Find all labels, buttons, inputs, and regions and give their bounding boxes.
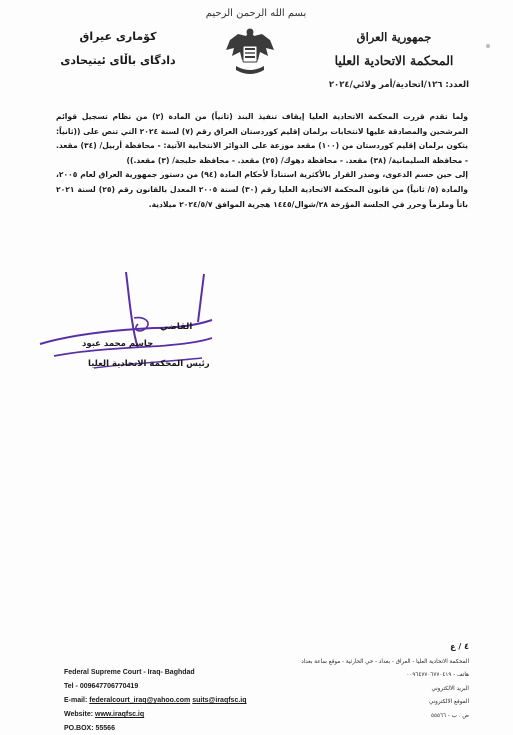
margin-dot	[486, 44, 490, 48]
decision-paragraph-2: إلى حين حسم الدعوى، وصدر القرار بالأكثرية استناداً لأحكام المادة (٩٤) من دستور جمهورية العراق لعام ٢٠٠٥، والمادة (٥/ ثانياً) من قانون المحكمة الاتحادية العليا رقم (٣٠) لسنة ٢٠٠٥ المعدل بالقانون رقم (٢٥) لسنة ٢٠٢١ باتاً وملزماً وحرر في الجلسة المؤرخة ٢٨/شوال/١٤٤٥ هجرية الموافق ٢٠٢٤/٥/٧ ميلادية.	[56, 170, 469, 209]
header-arabic	[319, 30, 469, 68]
header-kurdish	[58, 30, 178, 67]
website-link[interactable]: www.iraqfsc.iq	[95, 711, 145, 718]
decision-paragraph-1: ولما تقدم قررت المحكمة الاتحادية العليا إيقاف تنفيذ البند (ثانياً) من المادة (٢) من نظام تسجيل قوائم المرشحين والمصادقة عليها لانتخابات برلمان إقليم كوردستان العراق رقم (٧) لسنة ٢٠٢٤ التي تنص على ((ثانياً: يتكون برلمان إقليم كوردستان من (١٠٠) مقعد موزعة على الدوائر الانتخابية الآتية: - محافظة أربيل/ (٣٤) مقعد. - محافظة السليمانية/ (٣٨) مقعد. - محافظة دهوك/ (٢٥) مقعد. - محافظة حلبجة/ (٣) مقعد.))	[56, 112, 469, 165]
footer-phone: Tel - 009647706770419	[64, 683, 139, 690]
decision-text	[56, 110, 468, 212]
footer-address: Federal Supreme Court - Iraq- Baghdad	[64, 669, 195, 676]
page-code: ٤ / ع	[450, 642, 469, 651]
footer-email-row	[64, 694, 247, 708]
court-name-arabic: المحكمة الاتحادية العليا	[334, 53, 454, 68]
basmala: بسم الله الرحمن الرحيم	[205, 8, 307, 19]
footer-website-row	[64, 708, 247, 722]
judge-role: رئيس المحكمة الاتحادية العليا	[88, 359, 210, 369]
email-link-1[interactable]: federalcourt_iraq@yahoo.com	[89, 697, 191, 704]
footer-ar-pobox: ص . ب - ٥٥٥٦٦	[431, 712, 469, 719]
footer-ar-phone: هاتف - ٠٠٩٦٤٧٧٠٦٧٧٠٤١٩	[406, 672, 469, 679]
court-name-kurdish: دادگای باڵای ئیتیحادی	[60, 54, 176, 67]
footer-english	[64, 666, 247, 735]
footer-ar-address: المحكمة الاتحادية العليا - العراق - بغداد - حي الحارثية - موقع ساعة بغداد	[301, 659, 469, 665]
footer-pobox: PO.BOX: 55566	[64, 725, 115, 732]
email-label: E-mail:	[64, 697, 88, 704]
email-link-2[interactable]: suits@iraqfsc.iq	[192, 697, 247, 704]
website-label: Website:	[64, 711, 94, 718]
reference-number: العدد: ١٢٦/اتحادية/أمر ولائي/٢٠٢٤	[328, 80, 469, 90]
footer-ar-email: البريد الالكتروني	[431, 685, 469, 692]
country-name-arabic: جمهورية العراق	[356, 30, 432, 44]
footer-arabic	[264, 656, 469, 723]
judge-title: القاضي	[160, 322, 193, 332]
judge-name: جاسم محمد عبود	[82, 339, 154, 349]
footer-ar-website: الموقع الالكتروني	[428, 699, 469, 706]
iraq-eagle-emblem	[224, 24, 276, 82]
country-name-kurdish: كۆماری عیراق	[79, 30, 157, 43]
